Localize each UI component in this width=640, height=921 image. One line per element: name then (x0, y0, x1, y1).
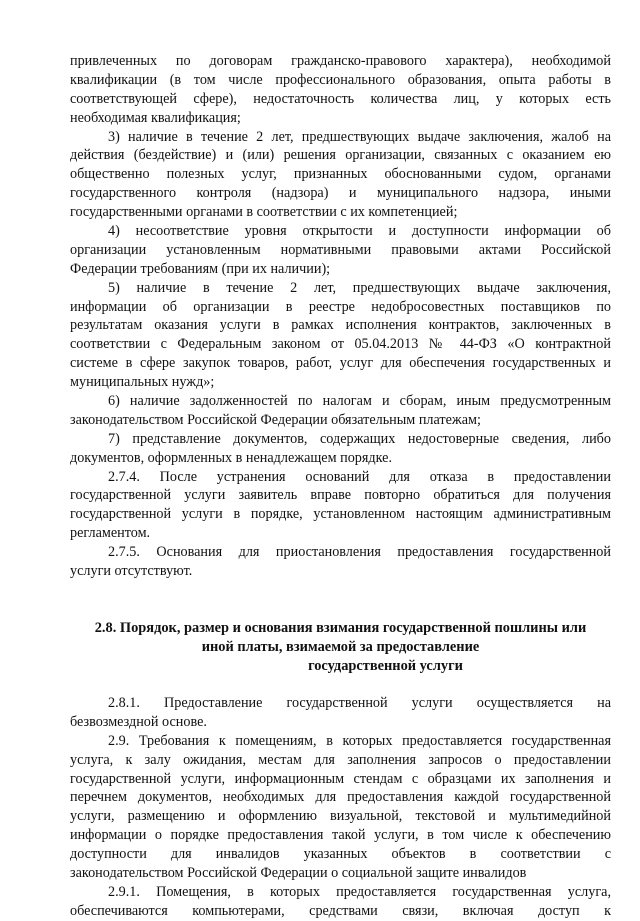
text-line: 2.9.1. Помещения, в которых предоставляется государственная услуга, (108, 883, 611, 900)
paragraph-continuation (70, 52, 611, 128)
text-line: услуга, к залу ожидания, местам для заполнения запросов о предоставлении (70, 751, 611, 768)
text-line: муниципальных нужд»; (70, 374, 215, 391)
list-item-5 (70, 279, 611, 392)
list-item-3 (70, 128, 611, 222)
text-line: необходимая квалификация; (70, 109, 241, 126)
text-line: соответствующей сфере), недостаточность количества лиц, у которых есть (70, 90, 611, 107)
text-line: организации установленным нормативными правовыми актами Российской (70, 241, 611, 258)
spacer (70, 581, 611, 619)
heading-line: государственной услуги (308, 657, 463, 674)
clause-2-9 (70, 732, 611, 883)
text-line: обеспечиваются компьютерами, средствами связи, включая доступ к (70, 902, 611, 919)
section-heading (70, 619, 611, 676)
heading-line: иной платы, взимаемой за предоставление (201, 638, 480, 655)
text-line: безвозмездной основе. (70, 713, 207, 730)
text-line: 6) наличие задолженностей по налогам и сборам, иным предусмотренным (108, 393, 611, 410)
text-line: законодательством Российской Федерации обязательным платежам; (70, 411, 481, 428)
text-line: привлеченных по договорам гражданско-правового характера), необходимой (70, 53, 611, 69)
clause-2-8-1 (70, 694, 611, 732)
spacer (70, 676, 611, 694)
text-line: 2.7.4. После устранения оснований для отказа в предоставлении (108, 468, 611, 485)
clause-2-7-4 (70, 468, 611, 544)
text-line: 7) представление документов, содержащих недостоверные сведения, либо (108, 430, 611, 447)
text-line: 2.9. Требования к помещениям, в которых предоставляется государственная (108, 732, 611, 749)
text-line: государственного контроля (надзора) и муниципального надзора, иными (70, 185, 611, 202)
text-line: Федерации требованиям (при их наличии); (70, 260, 331, 277)
text-line: общественно полезных услуг, признанных обоснованными судом, органами (70, 166, 611, 183)
clause-2-9-1 (70, 883, 611, 921)
document-page (70, 52, 611, 921)
list-item-6 (70, 392, 611, 430)
text-line: информации о порядке предоставления такой услуги, в том числе к обеспечению (70, 827, 611, 844)
text-line: доступности для инвалидов указанных объектов в соответствии с (70, 846, 611, 863)
text-line: 5) наличие в течение 2 лет, предшествующих выдаче заключения, (108, 279, 611, 296)
clause-2-7-5 (70, 543, 611, 581)
text-line: системе в сфере закупок товаров, работ, услуг для обеспечения государственных и (70, 355, 611, 372)
text-line: результатам оказания услуги в рамках исполнения контрактов, заключенных в (70, 317, 611, 334)
text-line: законодательством Российской Федерации о социальной защите инвалидов (70, 864, 527, 881)
text-line: документов, оформленных в ненадлежащем порядке. (70, 449, 393, 466)
text-line: 4) несоответствие уровня открытости и доступности информации об (108, 223, 611, 240)
heading-line: 2.8. Порядок, размер и основания взимания государственной пошлины или (94, 619, 587, 636)
text-line: 2.7.5. Основания для приостановления предоставления государственной (108, 544, 611, 561)
text-line: услуги, размещению и оформлению визуальной, текстовой и мультимедийной (70, 808, 611, 825)
text-line: 3) наличие в течение 2 лет, предшествующих выдаче заключения, жалоб на (108, 128, 611, 145)
text-line: услуги отсутствуют. (70, 563, 193, 580)
list-item-7 (70, 430, 611, 468)
text-line: регламентом. (70, 525, 151, 542)
text-line: действия (бездействие) и (или) решения организации, связанных с оказанием ею (70, 147, 611, 164)
list-item-4 (70, 222, 611, 279)
text-line: государственными органами в соответствии с их компетенцией; (70, 204, 458, 221)
text-line: государственной услуги, информационным стендам с образцами их заполнения и (70, 770, 611, 787)
text-line: квалификации (в том числе профессионального образования, опыта работы в (70, 71, 611, 88)
text-line: 2.8.1. Предоставление государственной услуги осуществляется на (108, 694, 611, 711)
text-line: соответствии с Федеральным законом от 05.04.2013 № 44-ФЗ «О контрактной (70, 336, 611, 353)
text-line: перечнем документов, необходимых для предоставления каждой государственной (70, 789, 611, 806)
text-line: информации об организации в реестре недобросовестных поставщиков по (70, 298, 611, 315)
text-line: государственной услуги в порядке, установленном настоящим административным (70, 506, 611, 523)
text-line: государственной услуги заявитель вправе повторно обратиться для получения (70, 487, 611, 504)
